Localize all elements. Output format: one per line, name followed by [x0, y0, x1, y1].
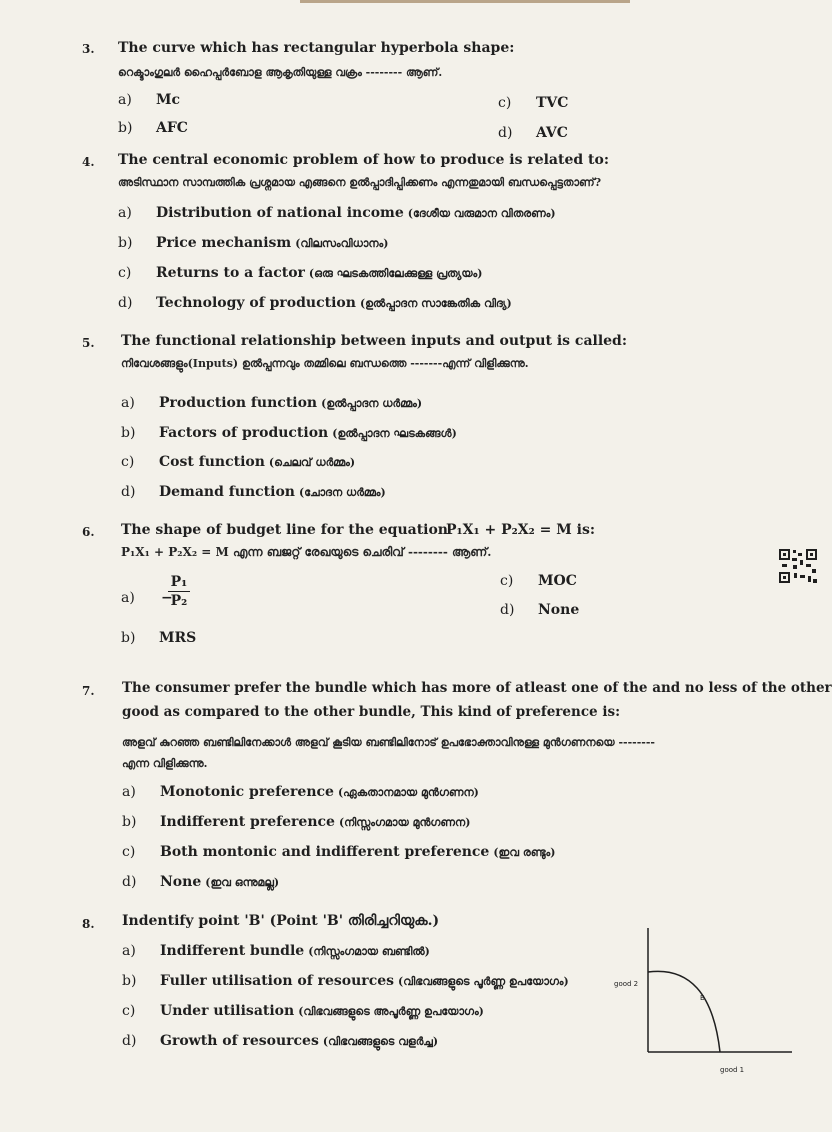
ppc-graph	[614, 920, 800, 1080]
option-d[interactable]: d) None (ഇവ ഒന്നുമല്ല)	[122, 874, 280, 890]
option-d[interactable]: d) Growth of resources (വിഭവങ്ങളുടെ വളർച്ച)	[122, 1033, 439, 1049]
question-malayalam: റെക്ടാംഗുലർ ഹൈപ്പർബോള ആകൃതിയുള്ള വക്രം -------- ആണ്.	[118, 66, 443, 79]
option-c[interactable]: c) Cost function (ചെലവ് ധർമ്മം)	[121, 454, 356, 470]
question-number: 8.	[82, 917, 95, 931]
option-b[interactable]: b) Price mechanism (വിലസംവിധാനം)	[118, 235, 389, 251]
x-axis-label: good 1	[720, 1066, 745, 1074]
option-b[interactable]: b) MRS	[121, 630, 197, 646]
option-c[interactable]: c) TVC	[498, 95, 569, 111]
option-a[interactable]: a) Monotonic preference (ഏകതാനമായ മുൻഗണന)	[122, 784, 479, 800]
budget-equation: P₁X₁ + P₂X₂ = M is:	[446, 522, 596, 538]
option-d[interactable]: d) AVC	[498, 125, 568, 141]
option-a[interactable]: a) Distribution of national income (ദേശീയ വരുമാന വിതരണം)	[118, 205, 556, 221]
question-text: The central economic problem of how to produce is related to:	[118, 152, 610, 168]
option-d[interactable]: d) Technology of production (ഉൽപ്പാദന സാങ്കേതിക വിദ്യ)	[118, 295, 512, 311]
option-a[interactable]: a) −	[121, 590, 173, 606]
option-b[interactable]: b) AFC	[118, 120, 188, 136]
option-b[interactable]: b) Indifferent preference (നിസ്സംഗമായ മുൻഗണന)	[122, 814, 471, 830]
question-text: The shape of budget line for the equation	[121, 522, 448, 538]
qr-code-icon	[778, 548, 818, 584]
y-axis-label: good 2	[614, 980, 639, 988]
option-a[interactable]: a) Indifferent bundle (നിസ്സംഗമായ ബണ്ടിൽ)	[122, 943, 430, 959]
option-b[interactable]: b) Factors of production (ഉൽപ്പാദന ഘടകങ്ങൾ)	[121, 425, 457, 441]
question-malayalam: നിവേശങ്ങളും(Inputs) ഉൽപ്പന്നവും തമ്മിലെ ബന്ധത്തെ -------എന്ന് വിളിക്കുന്നു.	[121, 357, 529, 370]
question-text: The functional relationship between inputs and output is called:	[121, 333, 628, 349]
top-edge-line	[300, 0, 630, 3]
fraction-numerator: P₁	[168, 574, 190, 592]
option-c[interactable]: c) Under utilisation (വിഭവങ്ങളുടെ അപൂർണ്ണ ഉപയോഗം)	[122, 1003, 484, 1019]
question-number: 4.	[82, 155, 95, 169]
question-number: 6.	[82, 525, 95, 539]
question-malayalam-line2: എന്ന വിളിക്കുന്നു.	[122, 757, 208, 770]
question-text: The consumer prefer the bundle which has more of atleast one of the and no less of the other	[122, 680, 832, 696]
option-c[interactable]: c) MOC	[500, 573, 577, 589]
ppc-curve	[648, 971, 720, 1052]
question-text-line2: good as compared to the other bundle, This kind of preference is:	[122, 704, 621, 720]
question-malayalam: അളവ് കുറഞ്ഞ ബണ്ടിലിനേക്കാൾ അളവ് കൂടിയ ബണ്ടിലിനോട് ഉപഭോക്താവിനുള്ള മുൻഗണനയെ --------	[122, 736, 655, 749]
option-c[interactable]: c) Returns to a factor (ഒരു ഘടകത്തിലേക്കുള്ള പ്രത്യയം)	[118, 265, 483, 281]
question-malayalam: P₁X₁ + P₂X₂ = M എന്ന ബജറ്റ് രേഖയുടെ ചെരിവ് -------- ആണ്.	[121, 545, 492, 559]
question-malayalam: അടിസ്ഥാന സാമ്പത്തിക പ്രശ്നമായ എങ്ങനെ ഉൽപ്പാദിപ്പിക്കണം എന്നതുമായി ബന്ധപ്പെട്ടതാണ്?	[118, 176, 602, 189]
question-number: 3.	[82, 42, 95, 56]
point-b-label: B	[700, 994, 705, 1002]
option-c[interactable]: c) Both montonic and indifferent preference (ഇവ രണ്ടും)	[122, 844, 556, 860]
question-text: The curve which has rectangular hyperbola shape:	[118, 40, 515, 56]
question-number: 5.	[82, 336, 95, 350]
question-text: Indentify point 'B' (Point 'B' തിരിച്ചറിയുക.)	[122, 913, 440, 929]
option-a[interactable]: a) Mc	[118, 92, 181, 108]
option-d[interactable]: d) None	[500, 602, 580, 618]
option-a[interactable]: a) Production function (ഉൽപ്പാദന ധർമ്മം)	[121, 395, 423, 411]
slope-fraction	[168, 574, 190, 609]
option-b[interactable]: b) Fuller utilisation of resources (വിഭവങ്ങളുടെ പൂർണ്ണ ഉപയോഗം)	[122, 973, 569, 989]
question-number: 7.	[82, 684, 95, 698]
option-d[interactable]: d) Demand function (ചോദന ധർമ്മം)	[121, 484, 386, 500]
fraction-denominator: P₂	[170, 593, 188, 609]
